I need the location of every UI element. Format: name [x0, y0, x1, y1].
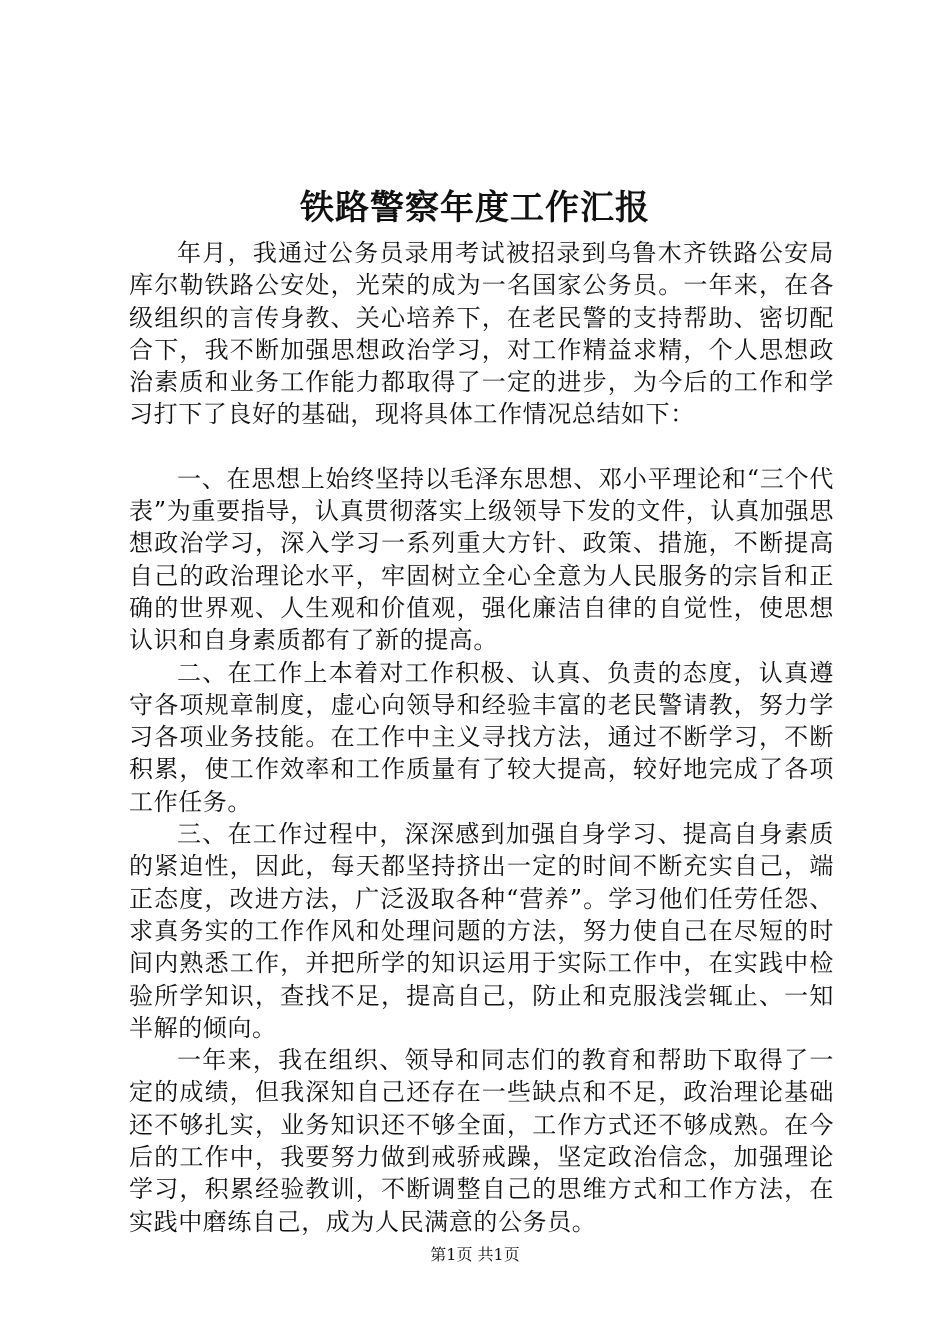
paragraph-ideology: 一、在思想上始终坚持以毛泽东思想、邓小平理论和“三个代表”为重要指导，认真贯彻落实上级领导下发的文件，认真加强思想政治学习，深入学习一系列重大方针、政策、措施，不断提高自己的政治理论水平，牢固树立全心全意为人民服务的宗旨和正确的世界观、人生观和价值观，强化廉洁自律的自觉性，使思想认识和自身素质都有了新的提高。	[129, 464, 834, 655]
paragraph-summary: 一年来，我在组织、领导和同志们的教育和帮助下取得了一定的成绩，但我深知自己还存在一些缺点和不足，政治理论基础还不够扎实，业务知识还不够全面，工作方式还不够成熟。在今后的工作中，我要努力做到戒骄戒躁，坚定政治信念，加强理论学习，积累经验教训，不断调整自己的思维方式和工作方法，在实践中磨练自己，成为人民满意的公务员。	[129, 1046, 834, 1236]
document-title: 铁路警察年度工作汇报	[300, 188, 650, 228]
document-body	[129, 237, 834, 1238]
paragraph-intro: 年月，我通过公务员录用考试被招录到乌鲁木齐铁路公安局库尔勒铁路公安处，光荣的成为一名国家公务员。一年来，在各级组织的言传身教、关心培养下，在老民警的支持帮助、密切配合下，我不断加强思想政治学习，对工作精益求精，个人思想政治素质和业务工作能力都取得了一定的进步，为今后的工作和学习打下了良好的基础，现将具体工作情况总结如下：	[129, 239, 834, 429]
page-number-footer: 第1页 共1页	[430, 1245, 520, 1264]
paragraph-work-attitude: 二、在工作上本着对工作积极、认真、负责的态度，认真遵守各项规章制度，虚心向领导和经验丰富的老民警请教，努力学习各项业务技能。在工作中主义寻找方法，通过不断学习，不断积累，使工作效率和工作质量有了较大提高，较好地完成了各项工作任务。	[129, 658, 834, 816]
paragraph-self-study: 三、在工作过程中，深深感到加强自身学习、提高自身素质的紧迫性，因此，每天都坚持挤出一定的时间不断充实自己，端正态度，改进方法，广泛汲取各种“营养”。学习他们任劳任怨、求真务实的工作作风和处理问题的方法，努力使自己在尽短的时间内熟悉工作，并把所学的知识运用于实际工作中，在实践中检验所学知识，查找不足，提高自己，防止和克服浅尝辄止、一知半解的倾向。	[129, 820, 834, 1042]
